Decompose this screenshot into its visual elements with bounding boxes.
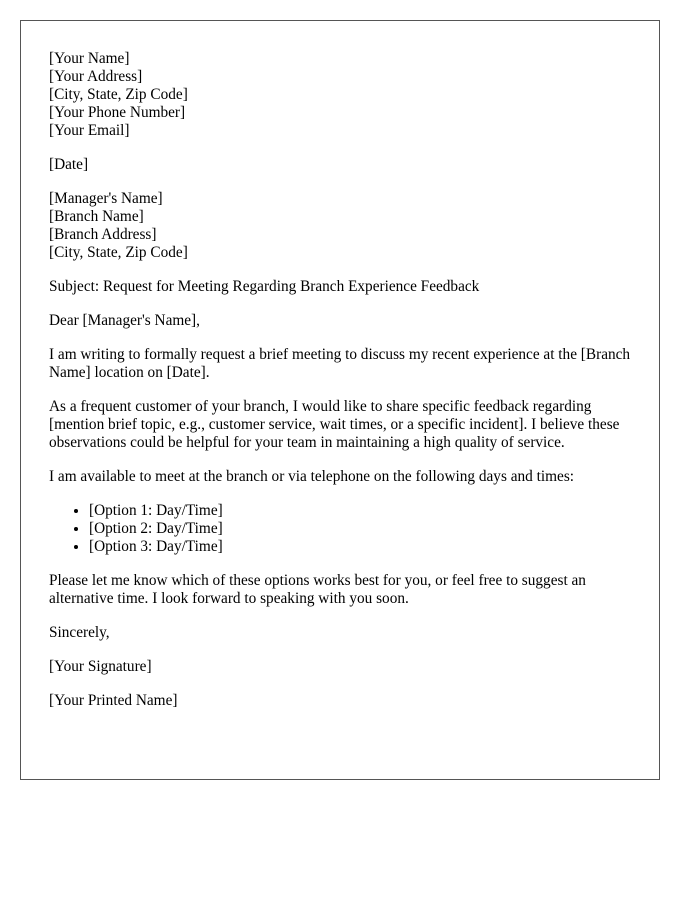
recipient-block xyxy=(49,190,631,262)
recipient-name: [Manager's Name] xyxy=(49,190,163,207)
printed-name: [Your Printed Name] xyxy=(49,692,178,709)
list-item: • [Option 2: Day/Time] xyxy=(89,520,631,538)
body-paragraph-1: I am writing to formally request a brief meeting to discuss my recent experience at the [Branch Name] location on [Date]. xyxy=(49,346,631,381)
body-paragraph-2: As a frequent customer of your branch, I would like to share specific feedback regarding [mention brief topic, e.g., customer service, wait times, or a specific incident]. I believe these observations could be helpful for your team in maintaining a high quality of service. xyxy=(49,398,620,451)
recipient-address: [Branch Address] xyxy=(49,226,157,243)
sender-phone: [Your Phone Number] xyxy=(49,104,186,121)
meeting-options-list xyxy=(49,502,631,556)
sender-address: [Your Address] xyxy=(49,68,143,85)
sign-off: Sincerely, xyxy=(49,624,110,641)
signature: [Your Signature] xyxy=(49,658,152,675)
sender-email: [Your Email] xyxy=(49,122,130,139)
list-item: • [Option 3: Day/Time] xyxy=(89,538,631,556)
sender-block xyxy=(49,50,631,140)
body-paragraph-3: I am available to meet at the branch or via telephone on the following days and times: xyxy=(49,468,575,485)
list-item: • [Option 1: Day/Time] xyxy=(89,502,631,520)
letter-page xyxy=(20,20,660,780)
closing-paragraph: Please let me know which of these options works best for you, or feel free to suggest an alternative time. I look forward to speaking with you soon. xyxy=(49,572,586,607)
sender-city-state-zip: [City, State, Zip Code] xyxy=(49,86,188,103)
recipient-branch: [Branch Name] xyxy=(49,208,144,225)
salutation: Dear [Manager's Name], xyxy=(49,312,200,329)
subject-line: Subject: Request for Meeting Regarding Branch Experience Feedback xyxy=(49,278,480,295)
recipient-city-state-zip: [City, State, Zip Code] xyxy=(49,244,188,261)
letter-date: [Date] xyxy=(49,156,89,173)
sender-name: [Your Name] xyxy=(49,50,130,67)
